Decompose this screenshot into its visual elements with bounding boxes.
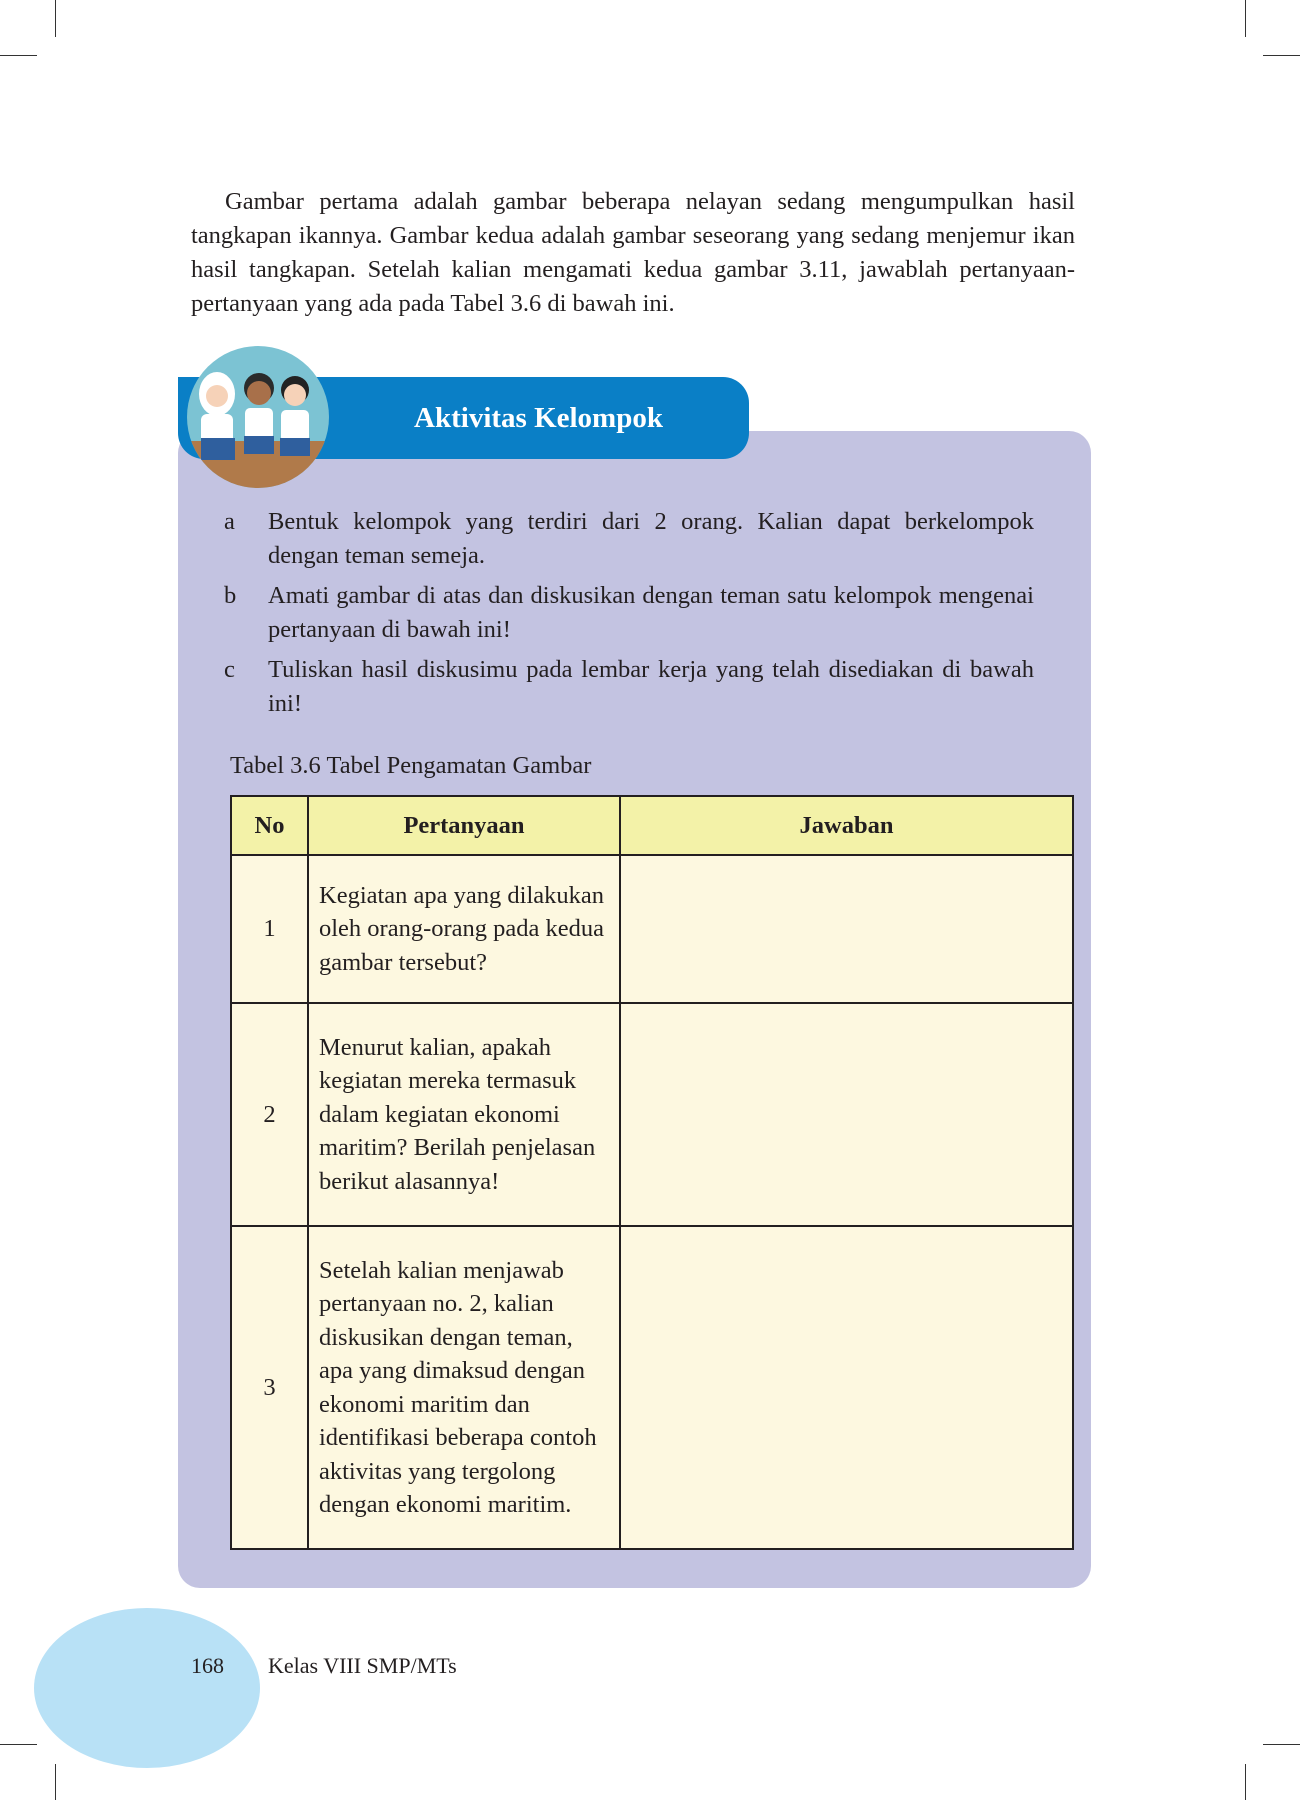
table-row	[231, 1226, 1073, 1549]
row-question: Menurut kalian, apakah kegiatan mereka termasuk dalam kegiatan ekonomi maritim? Berilah penjelasan berikut alasannya!	[308, 1003, 620, 1226]
observation-table	[230, 795, 1074, 1550]
book-title: Kelas VIII SMP/MTs	[268, 1653, 457, 1678]
instruction-key: c	[224, 656, 235, 683]
instruction-text: Bentuk kelompok yang terdiri dari 2 orang. Kalian dapat berkelompok dengan teman semeja.	[268, 508, 1034, 569]
instruction-key: b	[224, 582, 237, 609]
crop-mark	[1263, 55, 1300, 56]
instruction-item	[224, 653, 1034, 721]
row-question: Kegiatan apa yang dilakukan oleh orang-orang pada kedua gambar tersebut?	[308, 855, 620, 1003]
students-illustration	[187, 346, 329, 488]
row-number: 1	[231, 855, 308, 1003]
crop-mark	[55, 0, 56, 37]
table-row	[231, 855, 1073, 1003]
instruction-text: Amati gambar di atas dan diskusikan dengan teman satu kelompok mengenai pertanyaan di bawah ini!	[268, 582, 1034, 643]
crop-mark	[1245, 0, 1246, 37]
instruction-key: a	[224, 508, 235, 535]
page-number: 168	[191, 1653, 224, 1678]
footer-decoration	[34, 1608, 260, 1768]
activity-title: Aktivitas Kelompok	[414, 402, 663, 434]
crop-mark	[0, 55, 37, 56]
header-question: Pertanyaan	[308, 796, 620, 855]
row-answer-field[interactable]	[620, 1003, 1073, 1226]
row-question: Setelah kalian menjawab pertanyaan no. 2, kalian diskusikan dengan teman, apa yang dimaksud dengan ekonomi maritim dan identifikasi beberapa contoh aktivitas yang tergolong dengan ekonomi maritim.	[308, 1226, 620, 1549]
crop-mark	[1263, 1744, 1300, 1745]
table-header-row	[231, 796, 1073, 855]
row-answer-field[interactable]	[620, 855, 1073, 1003]
table-caption: Tabel 3.6 Tabel Pengamatan Gambar	[230, 752, 592, 779]
intro-paragraph: Gambar pertama adalah gambar beberapa nelayan sedang mengumpulkan hasil tangkapan ikannya. Gambar kedua adalah gambar seseorang yang sedang menjemur ikan hasil tangkapan. Setelah kalian mengamati kedua gambar 3.11, jawablah pertanyaan-pertanyaan yang ada pada Tabel 3.6 di bawah ini.	[191, 188, 1075, 317]
instruction-text: Tuliskan hasil diskusimu pada lembar kerja yang telah disediakan di bawah ini!	[268, 656, 1034, 717]
row-answer-field[interactable]	[620, 1226, 1073, 1549]
table-row	[231, 1003, 1073, 1226]
row-number: 3	[231, 1226, 308, 1549]
crop-mark	[1245, 1764, 1246, 1800]
crop-mark	[0, 1744, 37, 1745]
row-number: 2	[231, 1003, 308, 1226]
crop-mark	[55, 1764, 56, 1800]
instruction-item	[224, 505, 1034, 573]
header-answer: Jawaban	[620, 796, 1073, 855]
header-no: No	[231, 796, 308, 855]
activity-instructions	[224, 505, 1034, 727]
instruction-item	[224, 579, 1034, 647]
